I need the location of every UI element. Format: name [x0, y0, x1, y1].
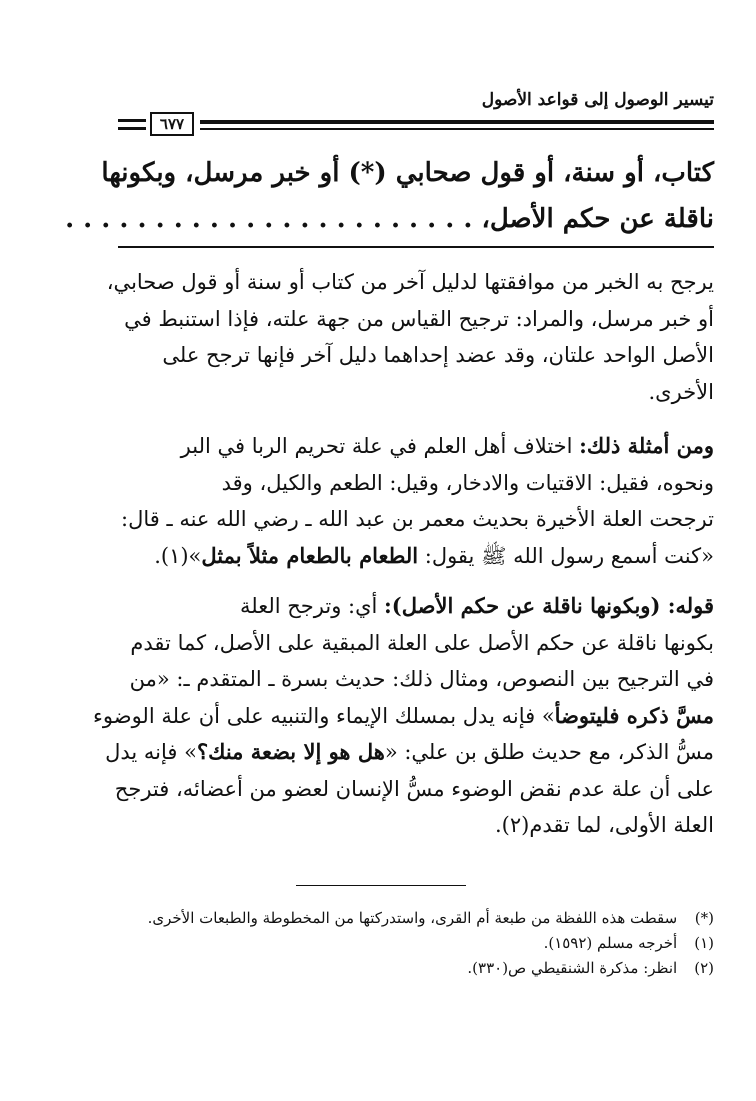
paragraph-1 [106, 264, 714, 410]
footnote-separator [296, 885, 466, 886]
hadith-quote: هل هو إلا بضعة منك؟ [196, 739, 385, 764]
footnote-mark: (٢) [694, 959, 714, 977]
text-line [105, 734, 714, 771]
footnote [114, 956, 714, 981]
text-line: ترجحت العلة الأخيرة بحديث معمر بن عبد الله ـ رضي الله عنه ـ قال: [121, 507, 714, 531]
text-line [93, 698, 714, 735]
footnote-mark: (*) [694, 909, 714, 927]
running-header-title: تيسير الوصول إلى قواعد الأصول [481, 90, 714, 110]
text-run: اختلاف أهل العلم في علة تحريم الربا في البر [180, 434, 580, 458]
paragraph-lead: قوله: (وبكونها ناقلة عن حكم الأصل): [384, 593, 714, 618]
header-rule-top [200, 120, 714, 124]
header-rule-left-top [118, 119, 146, 122]
matn-line-1: كتاب، أو سنة، أو قول صحابي (*) أو خبر مرسل، وبكونها [101, 158, 714, 188]
header-rule-left-bottom [118, 127, 146, 130]
footnote [114, 906, 714, 931]
footnotes [114, 906, 714, 981]
text-run: »(١). [154, 543, 202, 568]
text-run: » فإنه يدل بمسلك الإيماء والتنبيه على أن علة الوضوء [93, 703, 555, 728]
text-line [118, 538, 714, 575]
paragraph-3 [93, 588, 714, 844]
text-line: أو خبر مرسل، والمراد: ترجيح القياس من جهة علته، فإذا استنبط في [124, 306, 714, 331]
hadith-quote: مسَّ ذكره فليتوضأ [554, 702, 714, 728]
text-run: » فإنه يدل [105, 740, 197, 764]
text-line [118, 428, 714, 465]
text-line: على أن علة عدم نقض الوضوء مسُّ الإنسان لعضو من أعضائه، فترجح [114, 776, 714, 801]
text-line [118, 588, 714, 625]
text-line: في الترجيح بين النصوص، ومثال ذلك: حديث بسرة ـ المتقدم ـ: «من [129, 667, 714, 691]
text-line: يرجح به الخبر من موافقتها لدليل آخر من كتاب أو سنة أو قول صحابي، [106, 270, 714, 294]
text-line: الأصل الواحد علتان، وقد عضد إحداهما دليل آخر فإنها ترجح على [162, 343, 714, 367]
footnote-text: سقطت هذه اللفظة من طبعة أم القرى، واستدركتها من المخطوطة والطبعات الأخرى. [147, 909, 678, 927]
paragraph-2 [118, 428, 714, 574]
matn-separator [118, 246, 714, 248]
text-line: العلة الأولى، لما تقدم(٢). [494, 813, 714, 837]
header-rule-bottom [200, 128, 714, 130]
hadith-quote: الطعام بالطعام مثلاً بمثل [201, 542, 419, 568]
matn-text [65, 150, 714, 242]
paragraph-lead: ومن أمثلة ذلك: [579, 433, 714, 458]
footnote [114, 931, 714, 956]
footnote-mark: (١) [694, 934, 714, 952]
text-line: ونحوه، فقيل: الاقتيات والادخار، وقيل: الطعم والكيل، وقد [221, 470, 714, 495]
footnote-text: أخرجه مسلم (١٥٩٢). [543, 934, 678, 952]
text-run: مسُّ الذكر، مع حديث طلق بن علي: « [384, 740, 714, 764]
page-number: ٦٧٧ [150, 112, 194, 136]
text-run: أي: وترجح العلة [239, 594, 385, 618]
text-line: بكونها ناقلة عن حكم الأصل على العلة المبقية على الأصل، كما تقدم [130, 630, 714, 655]
text-run: «كنت أسمع رسول الله ﷺ يقول: [418, 543, 714, 568]
footnote-text: انظر: مذكرة الشنقيطي ص(٣٣٠). [467, 959, 678, 977]
text-line: الأخرى. [648, 379, 714, 404]
matn-line-2: ناقلة عن حكم الأصل، . . . . . . . . . . . . . . . . . . . . . . . [65, 204, 714, 234]
